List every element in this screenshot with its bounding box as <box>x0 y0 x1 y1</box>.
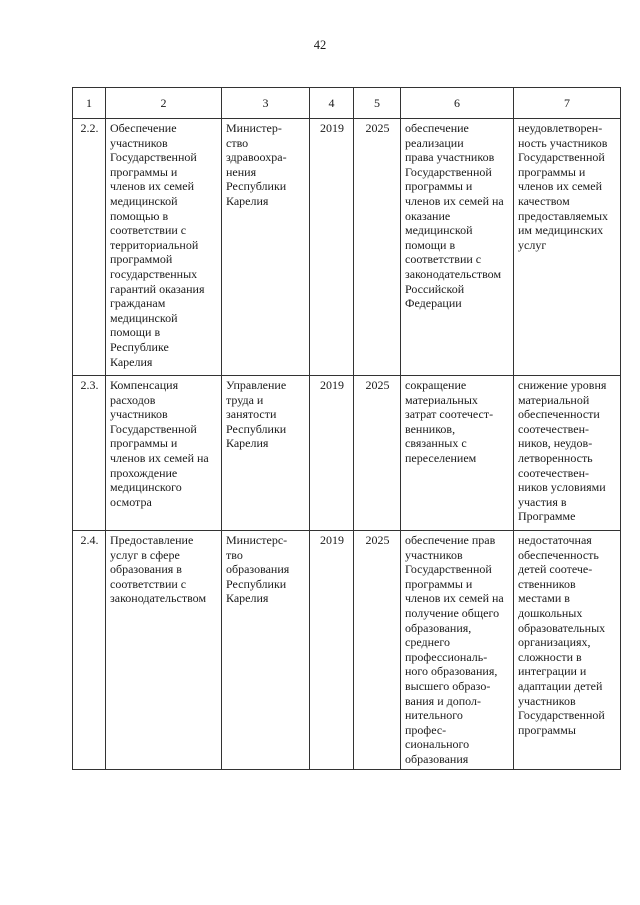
table-row <box>73 531 621 770</box>
result-cell: обеспечение реализации права участников Государственной программы и членов их семей на оказание медицинской помощи в соответствии с законодательством Российской Федерации <box>401 119 514 376</box>
column-header: 7 <box>514 88 621 119</box>
end-year-cell: 2025 <box>354 119 401 376</box>
row-number: 2.2. <box>73 119 106 376</box>
consequence-cell: недостаточная обеспеченность детей соотече- ственников местами в дошкольных образовательных организациях, сложности в интеграции и адаптации детей участников Государственной программы <box>514 531 621 770</box>
consequence-cell: неудовлетворен- ность участников Государственной программы и членов их семей качеством предоставляемых им медицинских услуг <box>514 119 621 376</box>
activity-cell: Обеспечение участников Государственной программы и членов их семей медицинской помощью в соответствии с территориальной программой государственных гарантий оказания гражданам медицинской помощи в Республике Карелия <box>106 119 222 376</box>
column-header: 2 <box>106 88 222 119</box>
executor-cell: Министер- ство здравоохра- нения Республики Карелия <box>222 119 310 376</box>
table-row <box>73 119 621 376</box>
activity-cell: Предоставление услуг в сфере образования в соответствии с законодательством <box>106 531 222 770</box>
column-header: 1 <box>73 88 106 119</box>
column-header: 4 <box>310 88 354 119</box>
table-row <box>73 376 621 531</box>
program-activities-table <box>72 87 621 770</box>
end-year-cell: 2025 <box>354 531 401 770</box>
activity-cell: Компенсация расходов участников Государственной программы и членов их семей на прохождение медицинского осмотра <box>106 376 222 531</box>
executor-cell: Министерс- тво образования Республики Карелия <box>222 531 310 770</box>
start-year-cell: 2019 <box>310 376 354 531</box>
page-number: 42 <box>313 38 327 52</box>
consequence-cell: снижение уровня материальной обеспеченности соотечествен- ников, неудов- летворенность соотечествен- ников условиями участия в Программе <box>514 376 621 531</box>
result-cell: обеспечение прав участников Государственной программы и членов их семей на получение общего образования, среднего профессиональ- ного образования, высшего образо- вания и допол- нительного профес- сионального образования <box>401 531 514 770</box>
row-number: 2.4. <box>73 531 106 770</box>
table-header-row <box>73 88 621 119</box>
start-year-cell: 2019 <box>310 531 354 770</box>
start-year-cell: 2019 <box>310 119 354 376</box>
column-header: 3 <box>222 88 310 119</box>
result-cell: сокращение материальных затрат соотечест- венников, связанных с переселением <box>401 376 514 531</box>
column-header: 6 <box>401 88 514 119</box>
row-number: 2.3. <box>73 376 106 531</box>
end-year-cell: 2025 <box>354 376 401 531</box>
executor-cell: Управление труда и занятости Республики Карелия <box>222 376 310 531</box>
column-header: 5 <box>354 88 401 119</box>
